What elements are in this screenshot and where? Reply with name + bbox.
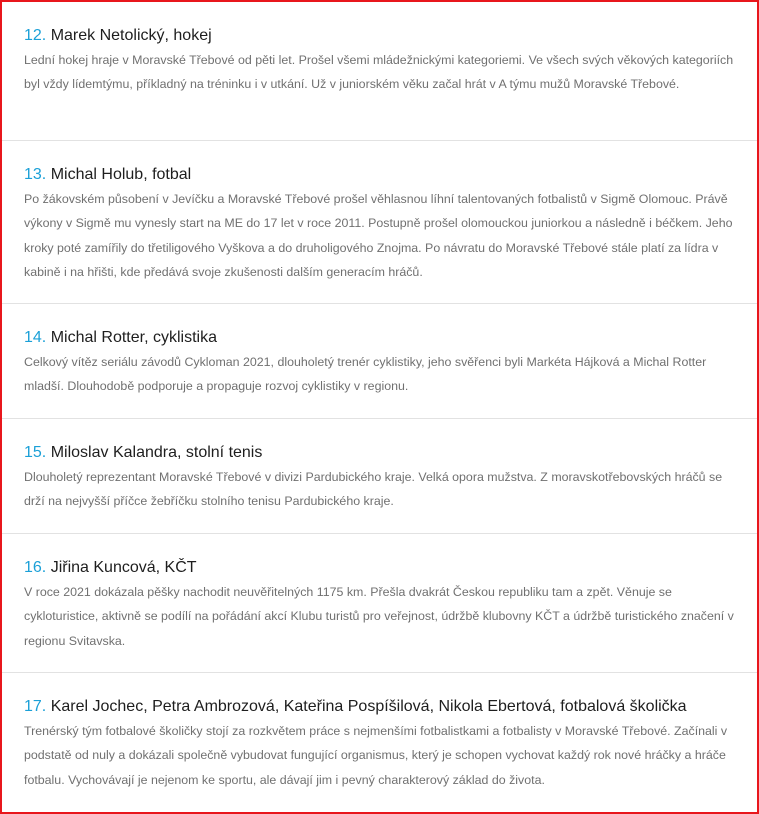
entry-name: Marek Netolický, hokej [50,27,212,44]
entry-name: Jiřina Kuncová, KČT [50,559,197,576]
entry-description: Dlouholetý reprezentant Moravské Třebové v divizi Pardubického kraje. Velká opora mužstva. Z moravskotřebovských hráčů se drží na nejvyšší příčce žebříčku stolního tenisu Pardubického kraje. [24,470,723,509]
entry-description: Trenérský tým fotbalové školičky stojí za rozkvětem práce s nejmenšími fotbalistkami a fotbalisty v Moravské Třebové. Začínali v podstatě od nuly a dokázali společně vybudovat fungující organismus, který je schopen vychovat každý rok nové hráčky a hráče fotbalu. Vychovávají je nejenom ke sportu, ale dávají jim i pevný charakterový základ do života. [24,724,728,787]
entry-name: Miloslav Kalandra, stolní tenis [50,444,263,461]
entry-title [24,558,743,578]
entry-number: 14. [24,329,47,346]
entry-description: Po žákovském působení v Jevíčku a Moravské Třebové prošel věhlasnou líhní talentovaných fotbalistů v Sigmě Olomouc. Právě výkony v Sigmě mu vynesly start na ME do 17 let v roce 2011. Postupně prošel olomouckou juniorkou a následně i béčkem. Jeho kroky poté zamířily do třetiligového Vyškova a do druholigového Znojma. Po návratu do Moravské Třebové stále platí za lídra v kabině i na hřišti, kde předává svoje zkušenosti dalším generacím hráčů. [24,192,733,279]
entry-description: Celkový vítěz seriálu závodů Cykloman 2021, dlouholetý trenér cyklistiky, jeho svěřenci byli Markéta Hájková a Michal Rotter mladší. Dlouhodobě podporuje a propaguje rozvoj cyklistiky v regionu. [24,355,707,394]
list-item [2,419,757,534]
entry-number: 12. [24,27,47,44]
entry-name: Michal Rotter, cyklistika [50,329,217,346]
entry-title [24,26,743,46]
entry-number: 15. [24,444,47,461]
entry-title [24,165,743,185]
entry-name: Karel Jochec, Petra Ambrozová, Kateřina Pospíšilová, Nikola Ebertová, fotbalová školička [50,698,687,715]
entry-description: Lední hokej hraje v Moravské Třebové od pěti let. Prošel všemi mládežnickými kategoriemi. Ve všech svých věkových kategoriích byl vždy lídemtýmu, příkladný na tréninku i v utkání. Už v juniorském věku začal hrát v A týmu mužů Moravské Třebové. [24,53,734,92]
entry-title [24,443,743,463]
entry-name: Michal Holub, fotbal [50,166,192,183]
list-item [2,304,757,419]
nominee-list [2,2,757,812]
list-item [2,2,757,141]
entry-number: 17. [24,698,47,715]
list-item [2,141,757,304]
entry-title [24,328,743,348]
list-item [2,673,757,812]
entry-number: 13. [24,166,47,183]
entry-title [24,697,743,717]
entry-description: V roce 2021 dokázala pěšky nachodit neuvěřitelných 1175 km. Přešla dvakrát Českou republiku tam a zpět. Věnuje se cykloturistice, aktivně se podílí na pořádání akcí Klubu turistů pro veřejnost, údržbě klubovny KČT a údržbě turistického značení v regionu Svitavska. [24,585,734,648]
entry-number: 16. [24,559,47,576]
list-item [2,534,757,673]
